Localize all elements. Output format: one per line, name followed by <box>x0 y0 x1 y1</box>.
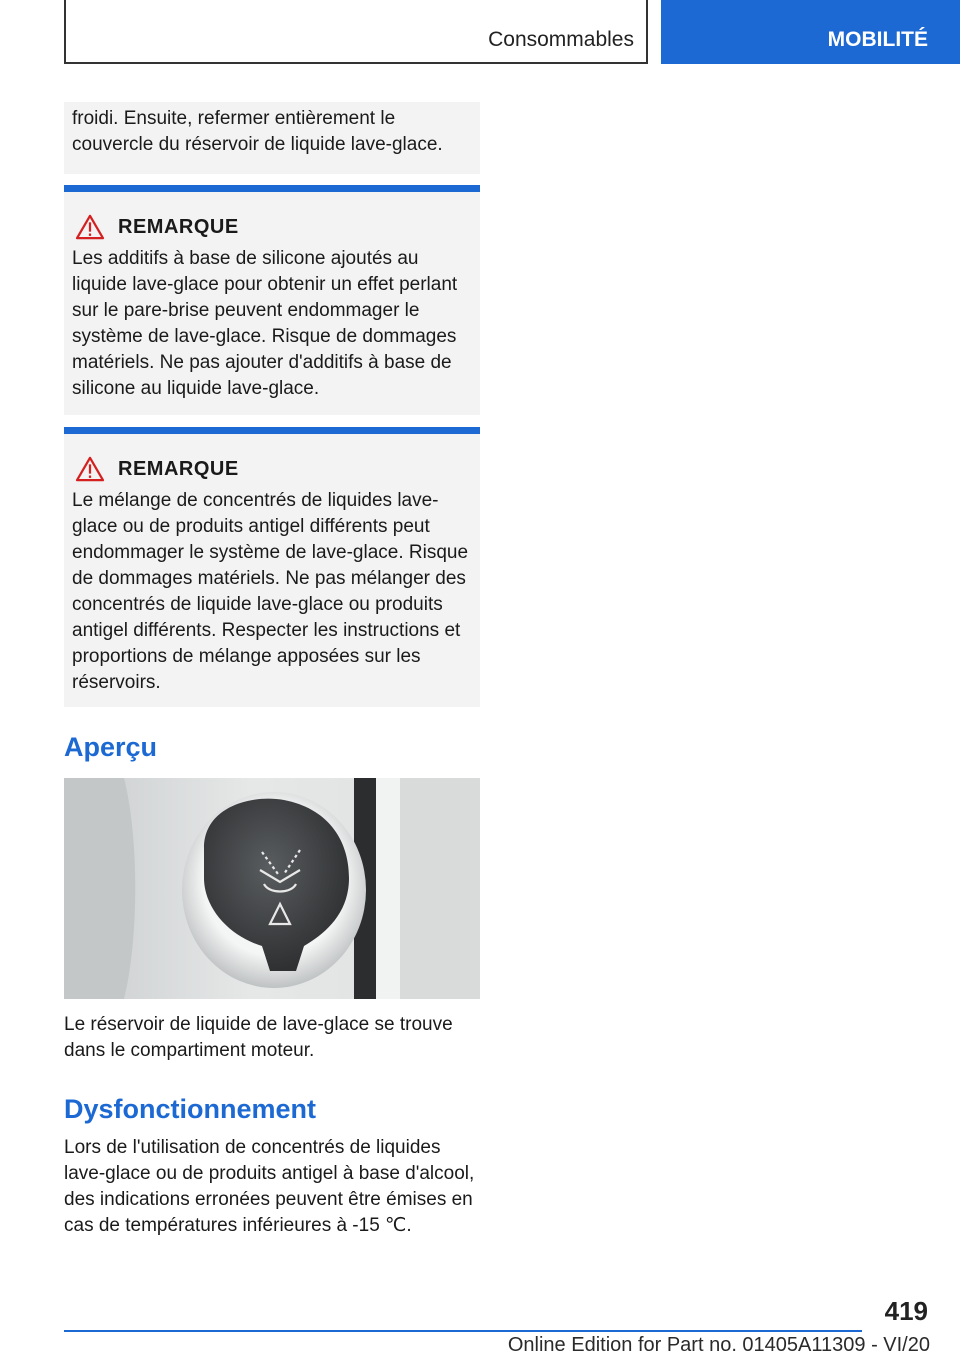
notice-header <box>72 212 472 242</box>
notice-box-2 <box>64 427 480 707</box>
washer-reservoir-photo <box>64 778 480 999</box>
header-section-label: Consommables <box>488 28 634 51</box>
notice-header <box>72 454 472 484</box>
header-section-tab <box>64 0 648 64</box>
washer-cap-illustration <box>64 778 480 999</box>
dysfonctionnement-text: Lors de l'utilisation de concentrés de liquides lave-glace ou de produits antigel à base d'alcool, des indications erronées peuvent être émises en cas de températures inférieures à -15 ℃. <box>64 1137 475 1236</box>
footer-edition: Online Edition for Part no. 01405A11309 - VI/20 <box>507 1334 930 1356</box>
notice-title: REMARQUE <box>118 215 239 238</box>
header-chapter-tab <box>661 0 960 64</box>
continuation-box <box>64 102 480 174</box>
apercu-caption-block <box>64 1012 484 1064</box>
dysfonctionnement-heading: Dysfonctionnement <box>64 1094 317 1124</box>
header-chapter-label: MOBILITÉ <box>827 28 928 51</box>
warning-triangle-icon <box>74 456 106 482</box>
continuation-text: froidi. Ensuite, refermer entièrement le couvercle du réservoir de liquide lave-glace. <box>72 108 443 155</box>
dysfonctionnement-block <box>64 1135 484 1239</box>
apercu-heading: Aperçu <box>64 732 158 762</box>
notice-text: Les additifs à base de silicone ajoutés au liquide lave-glace pour obtenir un effet perlant sur le pare-brise peuvent endommager le système de lave-glace. Risque de dommages matériels. Ne pas ajouter d'additifs à base de silicone au liquide lave-glace. <box>72 248 458 399</box>
apercu-caption: Le réservoir de liquide de lave-glace se trouve dans le compartiment moteur. <box>64 1014 453 1061</box>
warning-triangle-icon <box>74 214 106 240</box>
footer-divider <box>64 1330 862 1332</box>
page-number: 419 <box>884 1296 928 1326</box>
notice-box-1 <box>64 185 480 415</box>
notice-text: Le mélange de concentrés de liquides lave-glace ou de produits antigel différents peut endommager le système de lave-glace. Risque de dommages matériels. Ne pas mélanger des concentrés de liquide lave-glace ou produits antigel différents. Respecter les instructions et proportions de mélange apposées sur les réservoirs. <box>72 490 469 693</box>
notice-title: REMARQUE <box>118 457 239 480</box>
